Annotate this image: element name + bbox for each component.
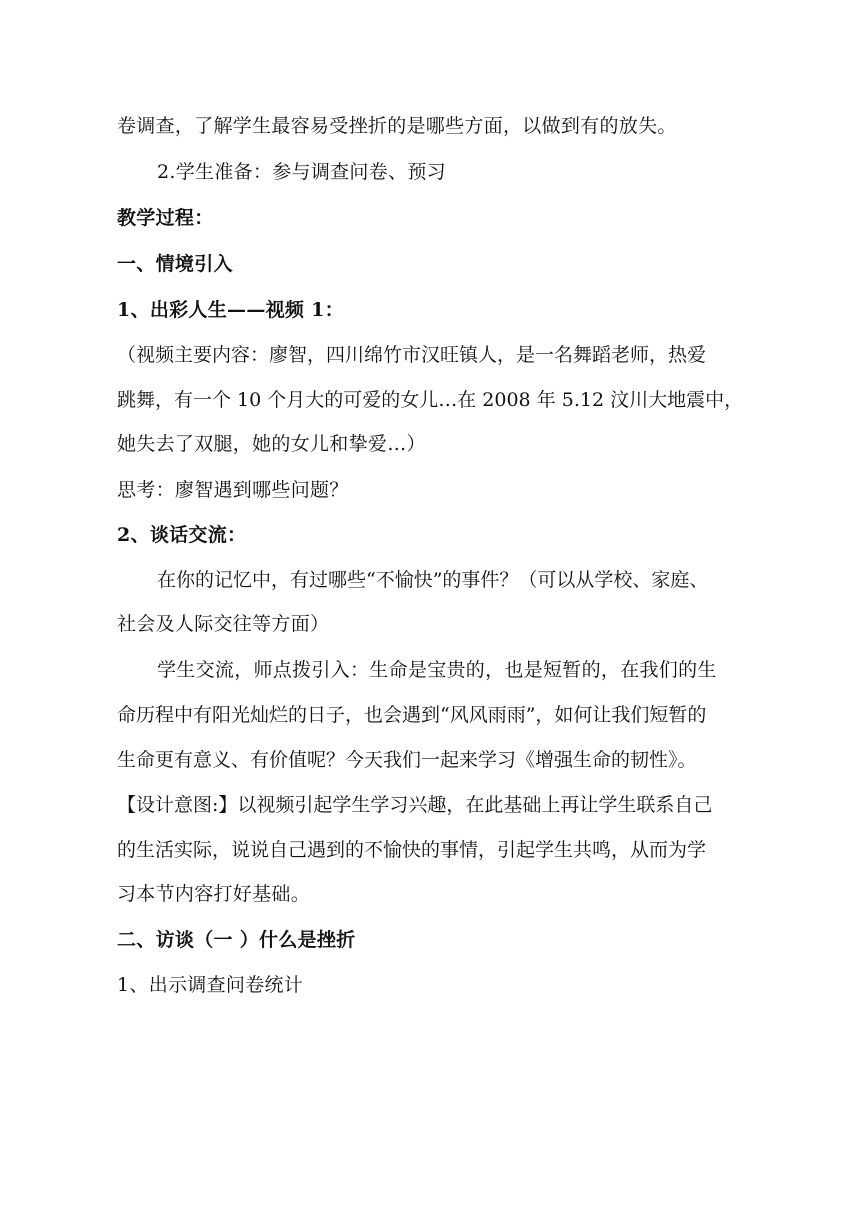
conversation-prompt-line-2: 社会及人际交往等方面）: [117, 613, 330, 635]
section-heading-interview: 二、访谈（一 ）什么是挫折: [117, 929, 356, 951]
paragraph-line: 卷调查，了解学生最容易受挫折的是哪些方面，以做到有的放失。: [117, 115, 677, 137]
conversation-prompt-line-1: 在你的记忆中，有过哪些“不愉快”的事件？（可以从学校、家庭、: [157, 569, 709, 591]
subheading-conversation: 2、谈话交流：: [117, 524, 247, 546]
design-intent-line-2: 的生活实际，说说自己遇到的不愉快的事情，引起学生共鸣，从而为学: [117, 839, 707, 861]
survey-statistics-line: 1、出示调查问卷统计: [117, 974, 304, 996]
design-intent-line-1: 【设计意图:】以视频引起学生学习兴趣，在此基础上再让学生联系自己: [117, 794, 713, 816]
subheading-video-1: 1、出彩人生——视频 1：: [117, 299, 344, 321]
video-summary-line-3: 她失去了双腿，她的女儿和挚爱…）: [117, 433, 426, 455]
student-exchange-line-3: 生命更有意义、有价值呢？今天我们一起来学习《增强生命的韧性》。: [117, 749, 697, 771]
video-summary-line-1: （视频主要内容：廖智，四川绵竹市汉旺镇人，是一名舞蹈老师，热爱: [117, 344, 707, 366]
student-exchange-line-1: 学生交流，师点拨引入：生命是宝贵的，也是短暂的，在我们的生: [157, 659, 717, 681]
section-heading-situation-intro: 一、情境引入: [117, 253, 233, 275]
student-preparation-line: 2.学生准备：参与调查问卷、预习: [157, 161, 446, 183]
student-exchange-line-2: 命历程中有阳光灿烂的日子，也会遇到“风风雨雨”，如何让我们短暂的: [117, 704, 707, 726]
design-intent-line-3: 习本节内容打好基础。: [117, 883, 311, 905]
thinking-question: 思考：廖智遇到哪些问题？: [117, 479, 349, 501]
video-summary-line-2: 跳舞，有一个 10 个月大的可爱的女儿…在 2008 年 5.12 汶川大地震中，: [117, 389, 744, 411]
section-heading-teaching-process: 教学过程：: [117, 207, 214, 229]
